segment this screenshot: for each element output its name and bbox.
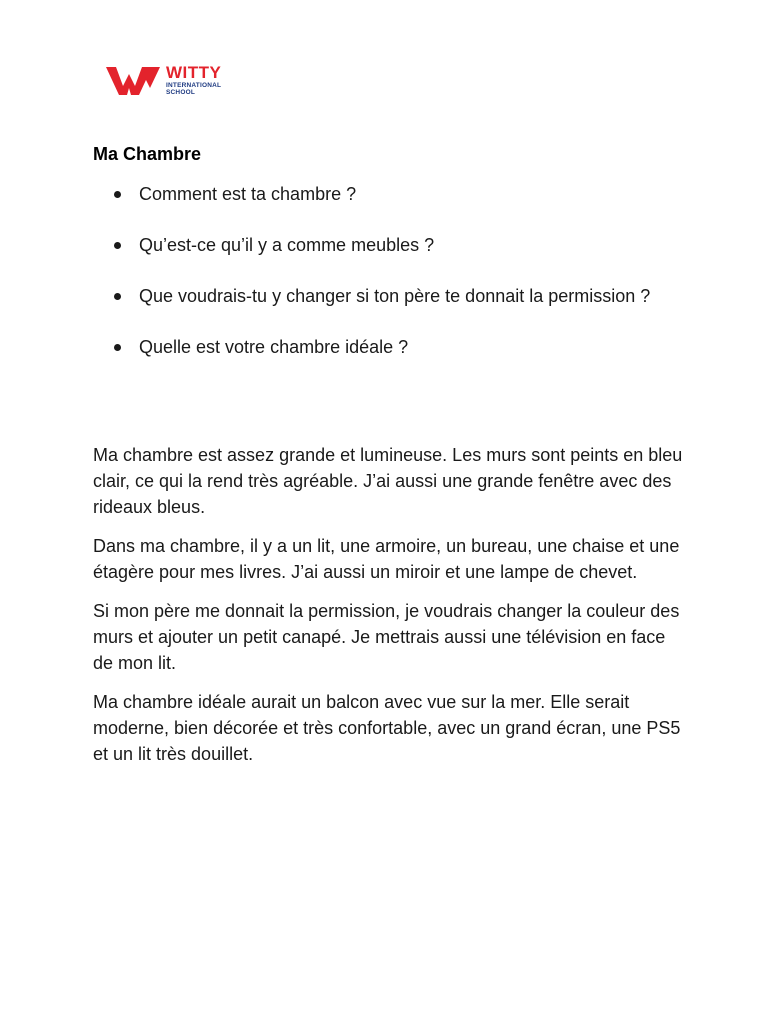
question-list bbox=[93, 181, 673, 385]
list-item: Que voudrais-tu y changer si ton père te donnait la permission ? bbox=[93, 283, 673, 309]
paragraph: Ma chambre idéale aurait un balcon avec vue sur la mer. Elle serait moderne, bien décorée et très confortable, avec un grand écran, une PS5 et un lit très douillet. bbox=[93, 692, 681, 764]
paragraph: Dans ma chambre, il y a un lit, une armoire, un bureau, une chaise et une étagère pour mes livres. J’ai aussi un miroir et une lampe de chevet. bbox=[93, 536, 680, 582]
w-logo-icon bbox=[106, 66, 160, 96]
logo-subtitle: INTERNATIONAL SCHOOL bbox=[166, 82, 222, 96]
list-item: Qu’est-ce qu’il y a comme meubles ? bbox=[93, 232, 673, 258]
page-title: Ma Chambre bbox=[93, 144, 202, 164]
list-item: Comment est ta chambre ? bbox=[93, 181, 673, 207]
school-logo bbox=[106, 64, 246, 98]
paragraph: Ma chambre est assez grande et lumineuse. Les murs sont peints en bleu clair, ce qui la rend très agréable. J’ai aussi une grande fenêtre avec des rideaux bleus. bbox=[93, 445, 683, 517]
list-item: Quelle est votre chambre idéale ? bbox=[93, 334, 673, 360]
logo-name: WITTY bbox=[166, 63, 222, 82]
answer-text bbox=[93, 442, 683, 780]
paragraph: Si mon père me donnait la permission, je voudrais changer la couleur des murs et ajouter un petit canapé. Je mettrais aussi une télévision en face de mon lit. bbox=[93, 601, 680, 673]
